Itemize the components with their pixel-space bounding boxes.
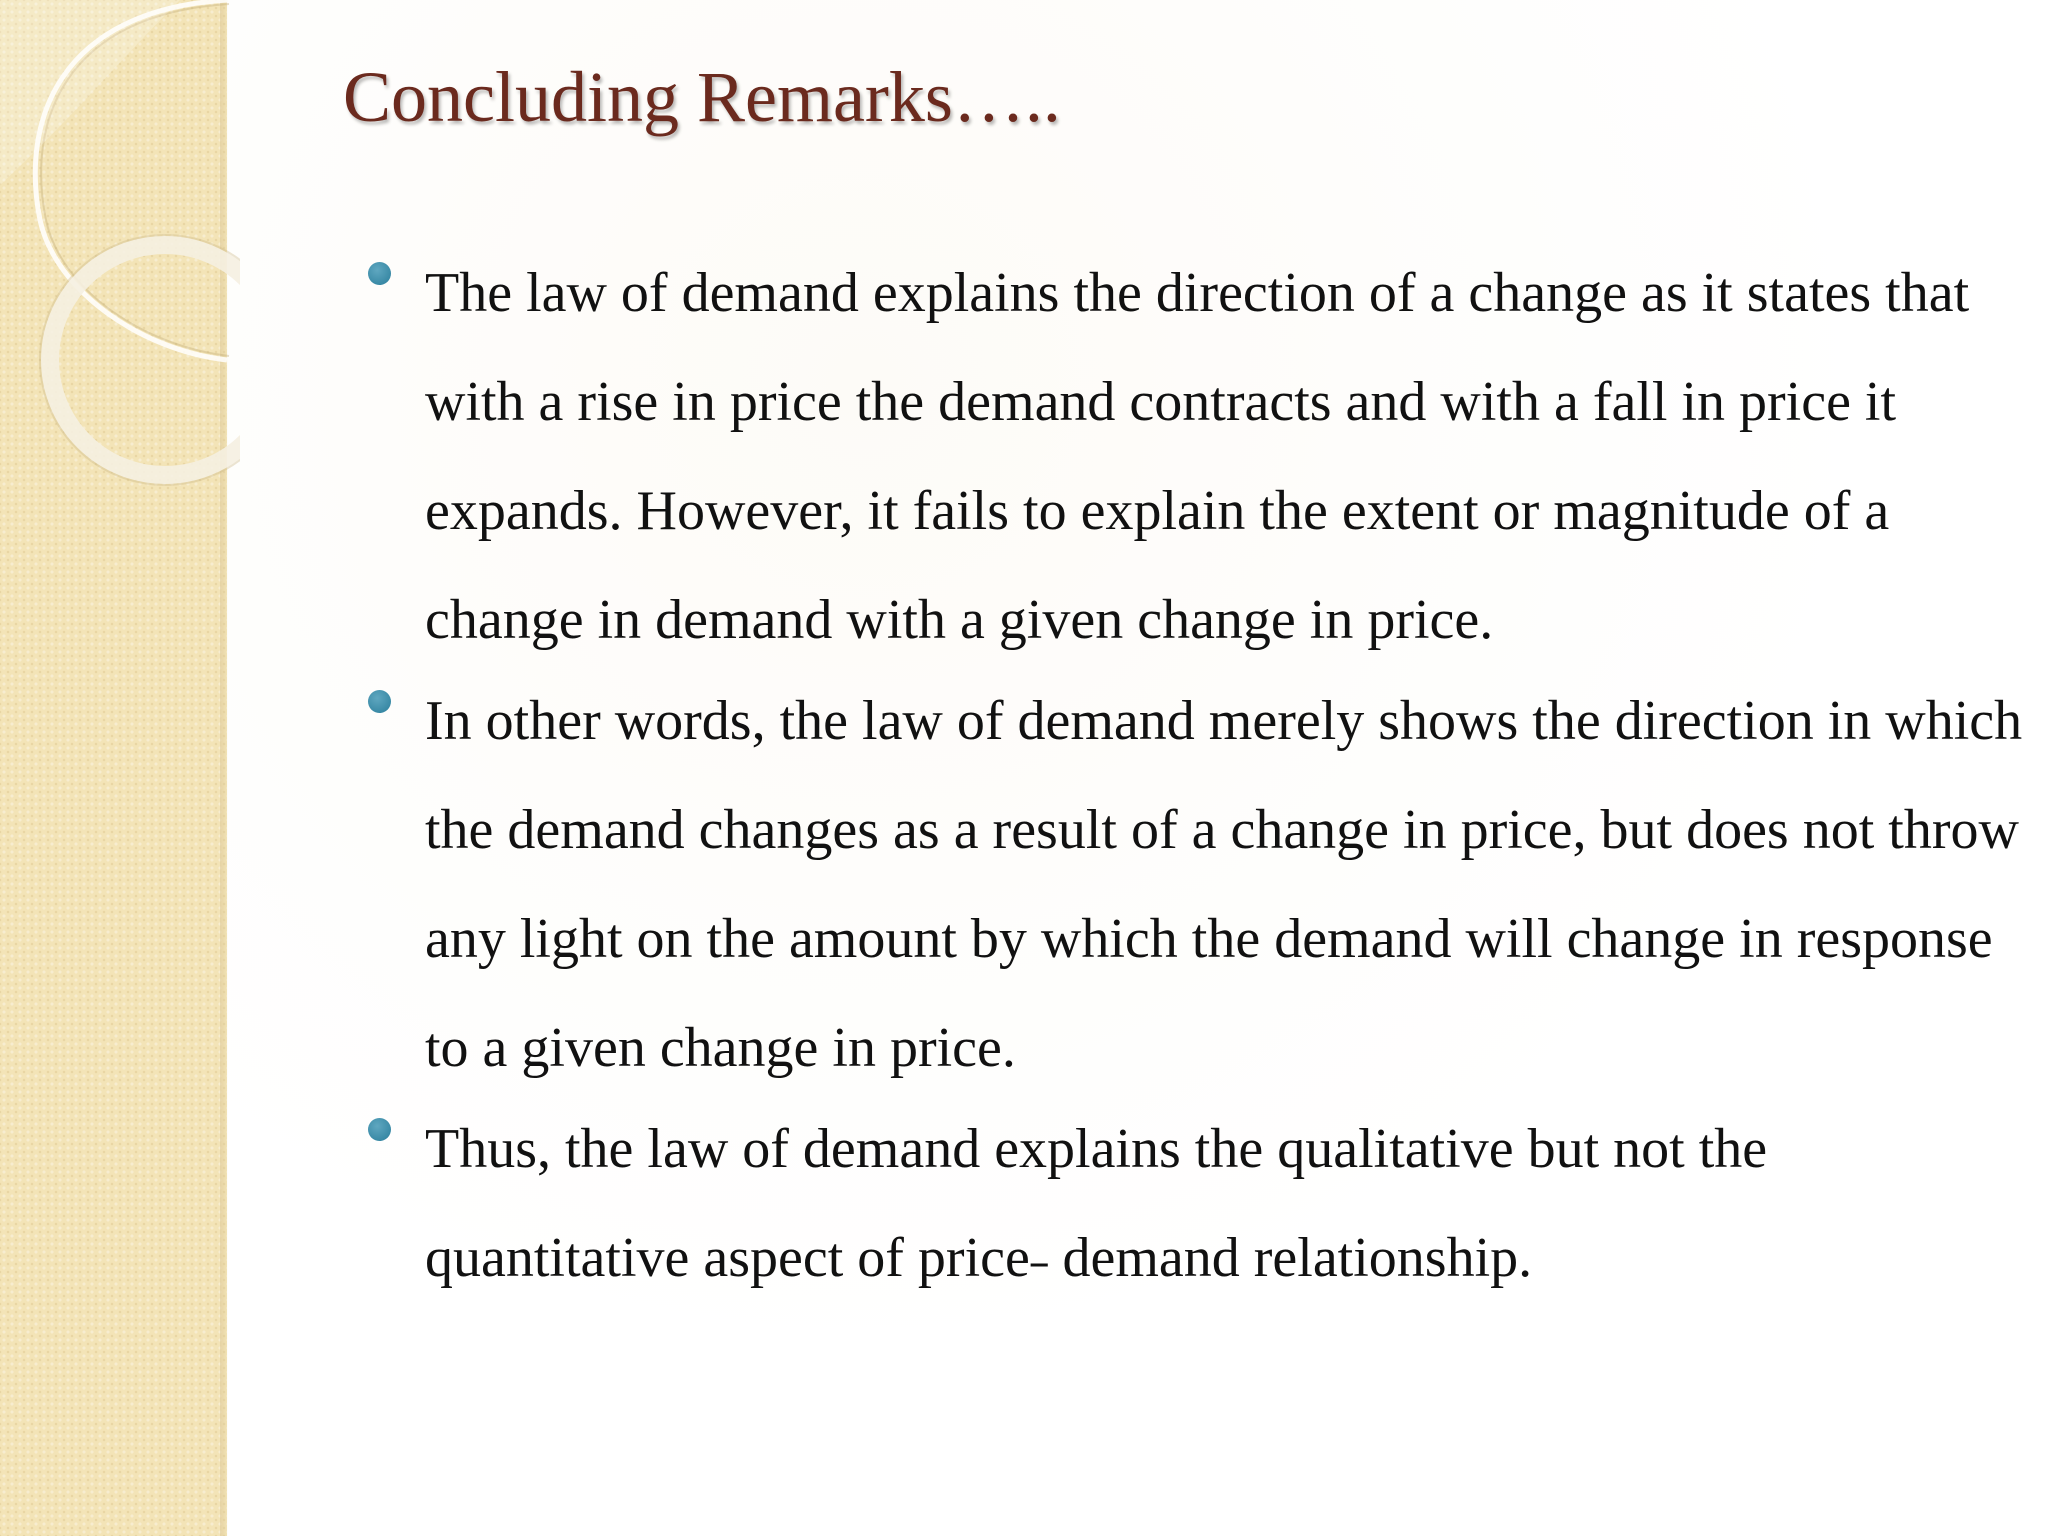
corner-highlight xyxy=(0,0,180,185)
bullet-item xyxy=(343,667,2023,1103)
bullet-text: In other words, the law of demand merely shows the direction in which the demand changes as a result of a change in price, but does not throw any light on the amount by which the demand will change in response to a given change in price. xyxy=(425,690,2023,1079)
bullet-item xyxy=(343,1095,2023,1313)
bullet-list xyxy=(343,262,2023,1331)
slide-title: Concluding Remarks….. xyxy=(343,57,1061,137)
bullet-dot-icon xyxy=(368,262,391,285)
bullet-dot-icon xyxy=(368,690,391,713)
bullet-text: Thus, the law of demand explains the qualitative but not the quantitative aspect of price˗ demand relationship. xyxy=(425,1118,1768,1289)
bullet-dot-icon xyxy=(368,1118,391,1141)
decorative-rings xyxy=(0,0,240,520)
bullet-item xyxy=(343,239,2023,675)
bullet-text: The law of demand explains the direction of a change as it states that with a rise in price the demand contracts and with a fall in price it expands. However, it fails to explain the extent or magnitude of a change in demand with a given change in price. xyxy=(425,262,1970,651)
